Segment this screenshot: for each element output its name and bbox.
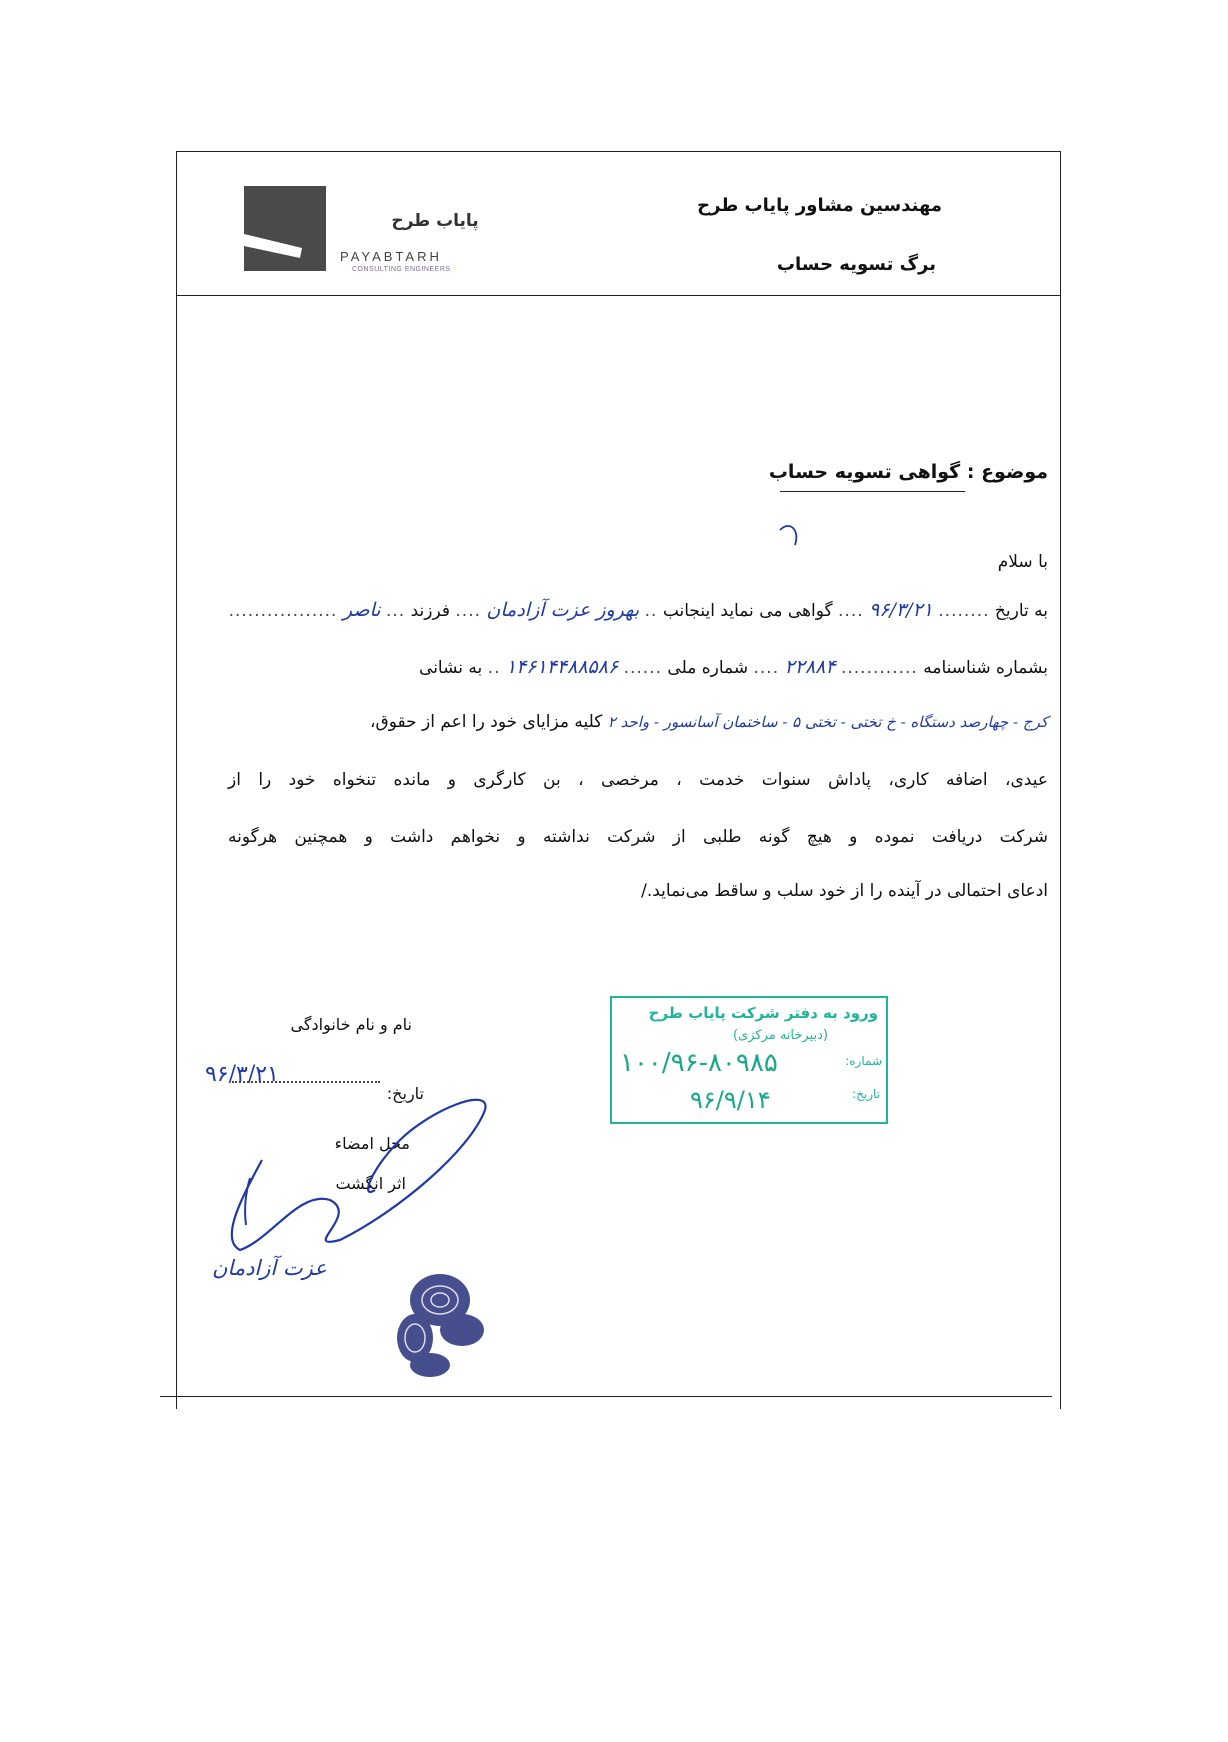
line1-father-handwritten: ناصر [342,599,381,621]
logo-persian-name: پایاب طرح [391,211,479,231]
bottom-border [160,1396,1052,1397]
greeting: با سلام [997,552,1048,572]
stamp-date-label: تاریخ: [852,1087,880,1101]
stamp-title: ورود به دفتر شرکت پایاب طرح [648,1004,878,1022]
logo-subtitle: CONSULTING ENGINEERS [352,266,451,273]
body-line-3 [228,712,1048,742]
header-separator [177,295,1060,296]
company-name: مهندسین مشاور پایاب طرح [697,195,942,216]
line1-prefix: به تاریخ [994,601,1048,621]
date-label: تاریخ: [386,1084,424,1103]
stamp-number-value: ۱۰۰/۹۶-۸۰۹۸۵ [620,1048,778,1078]
company-logo-icon [244,186,326,271]
body-line-2: بشماره شناسنامه ............ ۲۲۸۸۴ .... شماره ملی ...... ۱۴۶۱۴۴۸۸۵۸۶ .. به نشانی [419,656,1048,678]
name-label: نام و نام خانوادگی [290,1015,412,1034]
line3-address-handwritten: کرج - چهارصد دستگاه - خ تختی - تختی ۵ - ساختمان آسانسور - واحد ۲ [607,713,1048,731]
sign-label: محل امضاء [334,1134,410,1153]
line2-prefix: بشماره شناسنامه [923,658,1048,678]
line1-name-handwritten: بهروز عزت آزادمان [486,599,640,621]
line1-mid: گواهی می نماید اینجانب [662,601,833,621]
subject-underline [780,491,965,492]
line1-child-of: فرزند [410,601,450,621]
line2-id-handwritten: ۲۲۸۸۴ [784,656,836,678]
form-title: برگ تسویه حساب [776,254,936,275]
line2-national-handwritten: ۱۴۶۱۴۴۸۸۵۸۶ [505,656,619,678]
stamp-number-label: شماره: [845,1054,882,1068]
handwritten-name: عزت آزادمان [212,1256,327,1280]
line3-rest: کلیه مزایای خود را اعم از حقوق، [370,712,603,732]
signature-date-handwritten: ۹۶/۳/۲۱ [205,1062,279,1087]
line2-address-label: به نشانی [419,658,483,678]
signature-date-dots [232,1081,380,1083]
stamp-date-value: ۹۶/۹/۱۴ [690,1086,771,1114]
body-line-1: به تاریخ ........ ۹۶/۳/۲۱ .... گواهی می نماید اینجانب .. بهروز عزت آزادمان .... فرزند ... ناصر ................. [228,599,1048,621]
body-line-4: عیدی، اضافه کاری، پاداش سنوات خدمت ، مرخصی ، بن کارگری و مانده تنخواه خود را از [228,770,1048,790]
entry-stamp [610,996,888,1124]
body-line-6: ادعای احتمالی در آینده را از خود سلب و ساقط می‌نماید./ [641,881,1048,901]
subject-line: موضوع : گواهی تسویه حساب [768,461,1048,483]
line2-national-label: شماره ملی [667,658,749,678]
fingerprint-label: اثر انگشت [335,1174,406,1193]
stamp-subtitle: (دبیرخانه مرکزی) [732,1028,828,1043]
line1-date-handwritten: ۹۶/۳/۲۱ [869,599,933,621]
logo-english-name: PAYABTARH [340,249,442,264]
body-line-5: شرکت دریافت نموده و هیچ گونه طلبی از شرکت نداشته و نخواهم داشت و همچنین هرگونه [228,827,1048,847]
